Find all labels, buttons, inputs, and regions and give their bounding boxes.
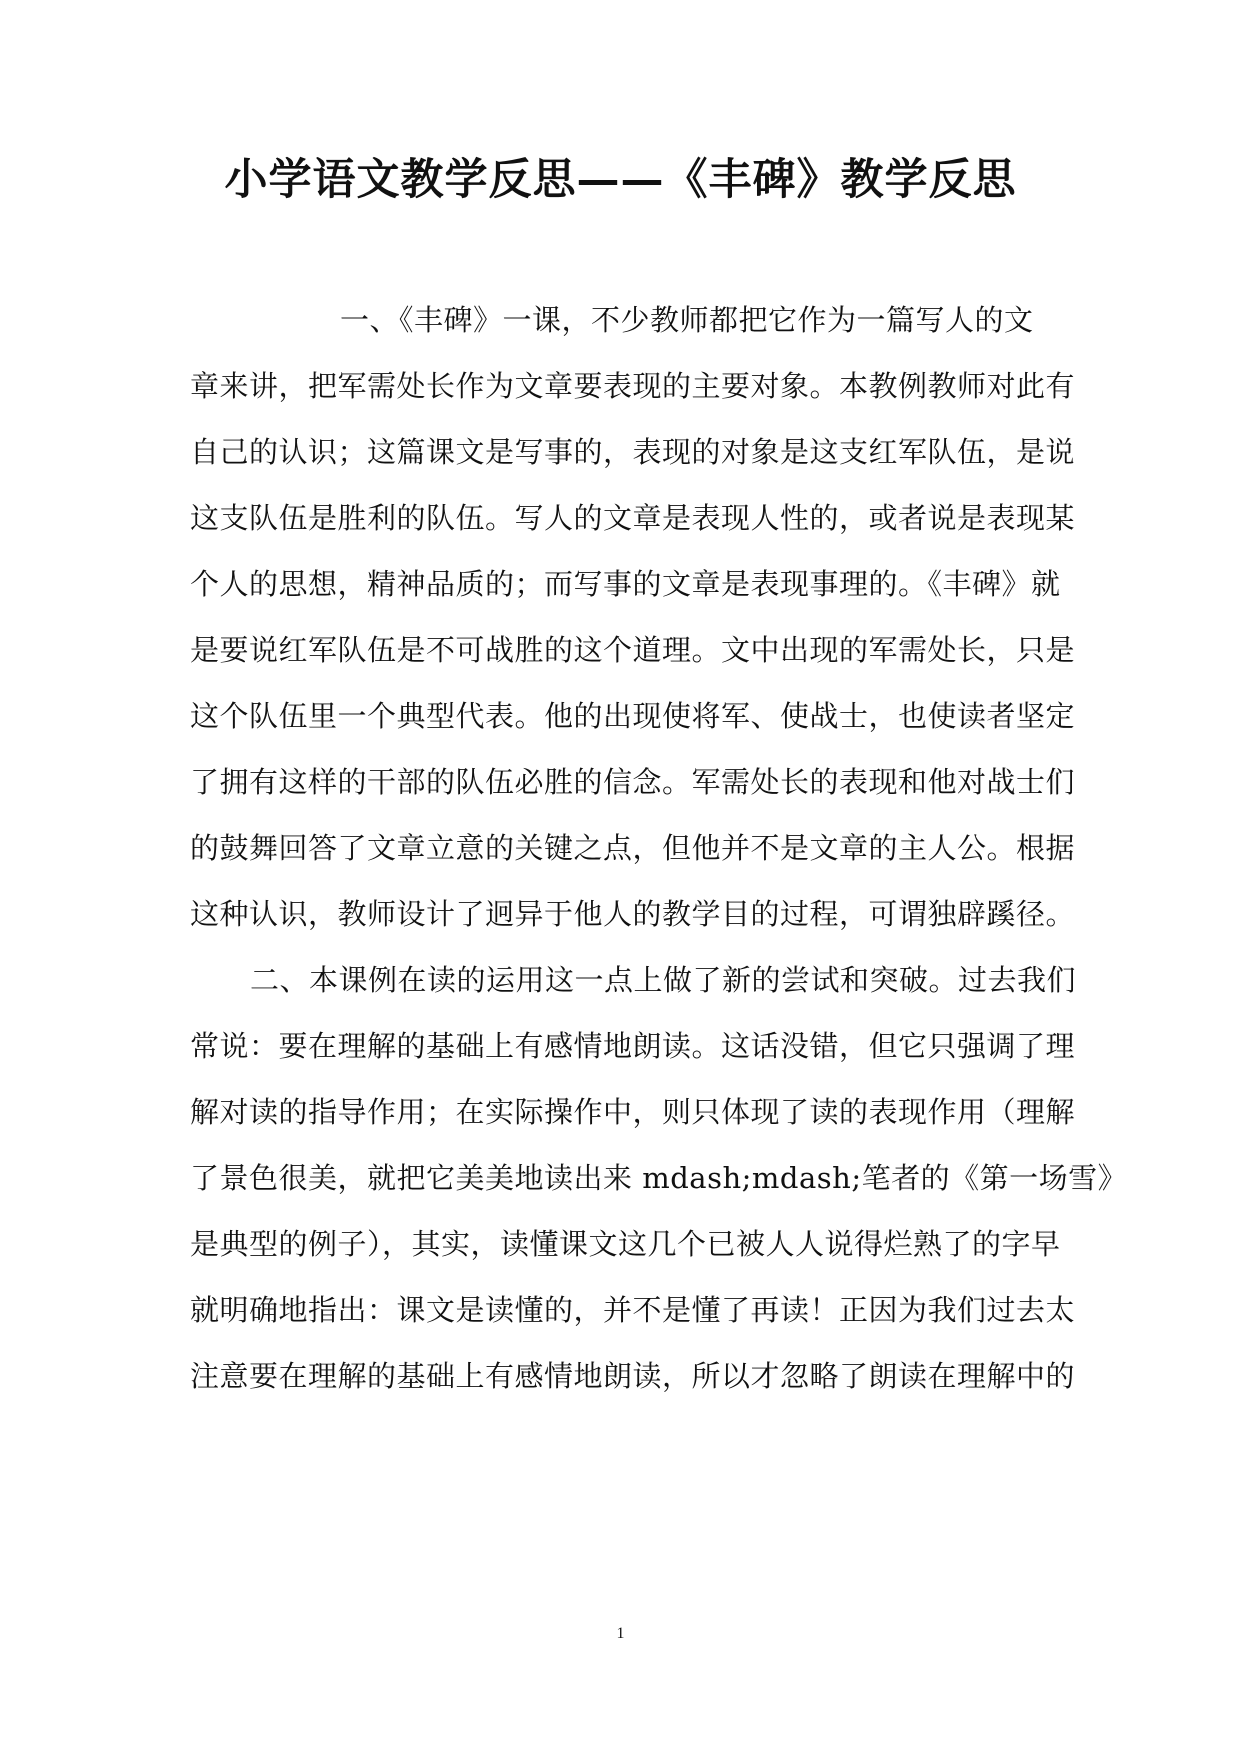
page-number: 1	[616, 1625, 625, 1642]
paragraph-1-line-2: 章来讲，把军需处长作为文章要表现的主要对象。本教例教师对此有	[190, 369, 1076, 403]
paragraph-2-line-7: 注意要在理解的基础上有感情地朗读，所以才忽略了朗读在理解中的	[190, 1359, 1076, 1393]
paragraph-1-line-4: 这支队伍是胜利的队伍。写人的文章是表现人性的，或者说是表现某	[190, 501, 1076, 535]
paragraph-1-line-5: 个人的思想，精神品质的；而写事的文章是表现事理的。《丰碑》就	[190, 567, 1061, 601]
paragraph-2-line-6: 就明确地指出：课文是读懂的，并不是懂了再读！正因为我们过去太	[190, 1293, 1076, 1327]
paragraph-1-line-10: 这种认识，教师设计了迥异于他人的教学目的过程，可谓独辟蹊径。	[190, 897, 1076, 931]
paragraph-1-line-9: 的鼓舞回答了文章立意的关键之点，但他并不是文章的主人公。根据	[190, 831, 1076, 865]
paragraph-1-line-3: 自己的认识；这篇课文是写事的，表现的对象是这支红军队伍，是说	[190, 435, 1076, 469]
paragraph-2-line-5: 是典型的例子），其实，读懂课文这几个已被人人说得烂熟了的字早	[190, 1227, 1061, 1261]
paragraph-2-line-4: 了景色很美，就把它美美地读出来 mdash;mdash;笔者的《第一场雪》	[190, 1161, 1128, 1195]
paragraph-1-line-7: 这个队伍里一个典型代表。他的出现使将军、使战士，也使读者坚定	[190, 699, 1076, 733]
paragraph-1-line-8: 了拥有这样的干部的队伍必胜的信念。军需处长的表现和他对战士们	[190, 765, 1076, 799]
paragraph-1-line-1: 一、《丰碑》一课，不少教师都把它作为一篇写人的文	[340, 303, 1034, 337]
paragraph-1-line-6: 是要说红军队伍是不可战胜的这个道理。文中出现的军需处长，只是	[190, 633, 1076, 667]
document-title: 小学语文教学反思——《丰碑》教学反思	[224, 155, 1017, 205]
paragraph-2-line-2: 常说：要在理解的基础上有感情地朗读。这话没错，但它只强调了理	[190, 1029, 1076, 1063]
paragraph-2-line-3: 解对读的指导作用；在实际操作中，则只体现了读的表现作用（理解	[190, 1095, 1076, 1129]
paragraph-2-line-1: 二、本课例在读的运用这一点上做了新的尝试和突破。过去我们	[250, 963, 1077, 997]
